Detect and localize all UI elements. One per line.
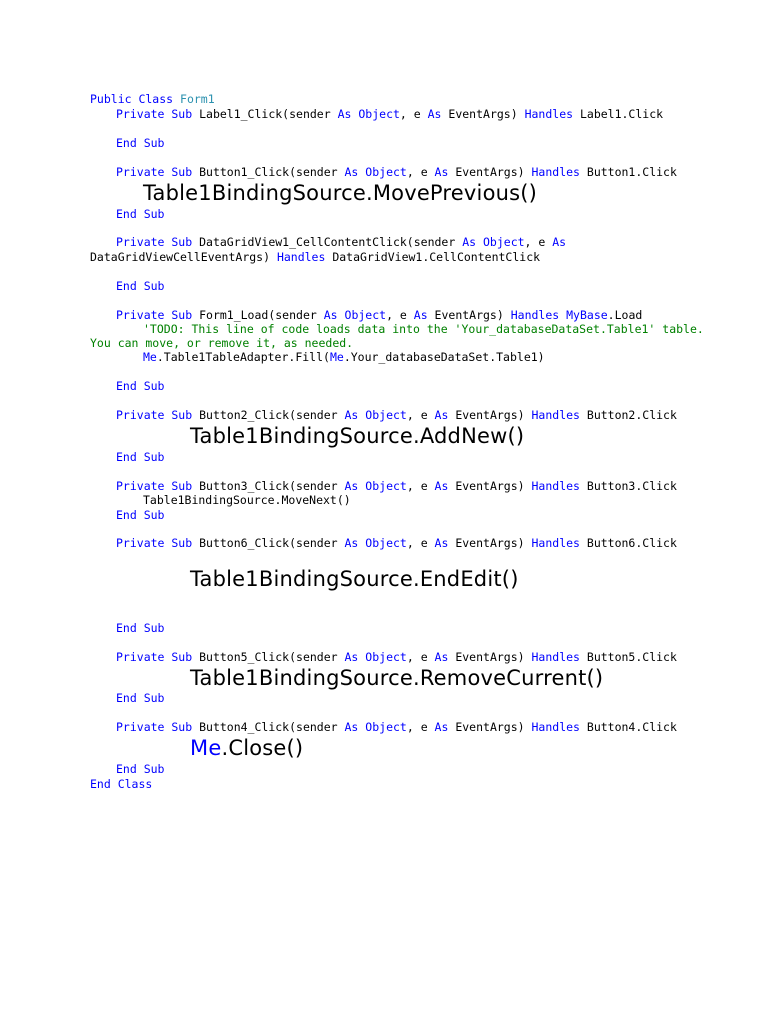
code-text: EventArgs) <box>448 536 532 550</box>
keyword: As <box>344 720 359 734</box>
end-sub: End Sub <box>116 379 165 393</box>
keyword: Handles <box>531 408 580 422</box>
code-text: Button5.Click <box>579 650 677 664</box>
end-sub: End Sub <box>116 762 165 776</box>
code-text: EventArgs) <box>448 650 532 664</box>
code-text: Button4.Click <box>579 720 677 734</box>
code-text: .Close() <box>221 736 304 760</box>
code-text: , e <box>386 308 414 322</box>
keyword: Object <box>358 107 400 121</box>
keyword: Object <box>365 408 407 422</box>
code-text: Button3.Click <box>579 479 677 493</box>
code-text: DataGridView1.CellContentClick <box>325 250 541 264</box>
code-text: DataGridViewCellEventArgs) <box>90 250 277 264</box>
sub-signature: Form1_Load(sender <box>199 308 324 322</box>
code-text: , e <box>406 479 435 493</box>
keyword: Private Sub <box>116 235 200 249</box>
keyword: Object <box>483 235 525 249</box>
keyword: As <box>434 165 449 179</box>
end-sub: End Sub <box>116 207 165 221</box>
code-text: .Your_databaseDataSet.Table1) <box>343 350 545 364</box>
comment-line-1: 'TODO: This line of code loads data into the 'Your_databaseDataSet.Table1' table. <box>143 322 704 336</box>
keyword: As <box>323 308 338 322</box>
keyword: As <box>462 235 477 249</box>
end-sub: End Sub <box>116 621 165 635</box>
code-text: EventArgs) <box>448 720 532 734</box>
end-sub: End Sub <box>116 691 165 705</box>
code-text: , e <box>399 107 428 121</box>
end-sub: End Sub <box>116 508 165 522</box>
sub-signature-wrap <box>90 250 540 264</box>
code-text: , e <box>406 408 435 422</box>
statement-fill <box>143 350 545 364</box>
keyword: As <box>344 408 359 422</box>
statement-move-previous: Table1BindingSource.MovePrevious() <box>143 181 538 205</box>
code-text: , e <box>406 720 435 734</box>
end-class: End Class <box>90 777 153 791</box>
code-text: Button6.Click <box>579 536 677 550</box>
keyword: Private Sub <box>116 650 200 664</box>
code-text: .Load <box>607 308 643 322</box>
statement-me-close <box>190 735 303 761</box>
code-text: EventArgs) <box>448 408 532 422</box>
sub-signature: Label1_Click(sender <box>199 107 338 121</box>
keyword: Me <box>329 350 344 364</box>
code-text: EventArgs) <box>441 107 525 121</box>
keyword: Handles <box>531 479 580 493</box>
keyword: Private Sub <box>116 165 200 179</box>
keyword: Handles <box>531 165 580 179</box>
keyword: As <box>344 536 359 550</box>
code-text: EventArgs) <box>448 479 532 493</box>
code-text: Label1.Click <box>573 107 664 121</box>
sub-signature: Button4_Click(sender <box>199 720 345 734</box>
keyword: Private Sub <box>116 479 200 493</box>
keyword: Object <box>365 720 407 734</box>
end-sub: End Sub <box>116 136 165 150</box>
statement-remove-current: Table1BindingSource.RemoveCurrent() <box>190 666 604 690</box>
code-text: , e <box>524 235 553 249</box>
keyword: As <box>434 408 449 422</box>
keyword: As <box>427 107 442 121</box>
code-text: Button2.Click <box>579 408 677 422</box>
code-text: Button1.Click <box>579 165 677 179</box>
keyword: Handles <box>531 536 580 550</box>
sub-button4-click <box>116 720 677 734</box>
keyword: As <box>552 235 567 249</box>
code-text: EventArgs) <box>427 308 511 322</box>
keyword: Private Sub <box>116 408 200 422</box>
keyword: MyBase <box>566 308 608 322</box>
sub-button3-click <box>116 479 677 493</box>
sub-signature: DataGridView1_CellContentClick(sender <box>199 235 463 249</box>
sub-button5-click <box>116 650 677 664</box>
sub-datagridview-click <box>116 235 566 249</box>
keyword: Object <box>365 650 407 664</box>
keyword: As <box>344 479 359 493</box>
keyword: As <box>413 308 428 322</box>
sub-form1-load <box>116 308 642 322</box>
keyword: As <box>344 165 359 179</box>
sub-button6-click <box>116 536 677 550</box>
sub-button1-click <box>116 165 677 179</box>
keyword: Private Sub <box>116 536 200 550</box>
sub-signature: Button3_Click(sender <box>199 479 345 493</box>
keyword: Me <box>190 736 222 760</box>
end-sub: End Sub <box>116 450 165 464</box>
sub-signature: Button6_Click(sender <box>199 536 345 550</box>
keyword: Handles <box>531 650 580 664</box>
sub-signature: Button1_Click(sender <box>199 165 345 179</box>
code-text: EventArgs) <box>448 165 532 179</box>
sub-signature: Button5_Click(sender <box>199 650 345 664</box>
end-sub: End Sub <box>116 279 165 293</box>
sub-button2-click <box>116 408 677 422</box>
keyword: Handles <box>524 107 574 121</box>
keyword: As <box>344 650 359 664</box>
keyword: As <box>434 479 449 493</box>
code-text: , e <box>406 536 435 550</box>
keyword: As <box>434 536 449 550</box>
keyword: Object <box>344 308 387 322</box>
keyword: Handles <box>276 250 326 264</box>
code-text: , e <box>406 165 435 179</box>
sub-signature: Button2_Click(sender <box>199 408 345 422</box>
statement-end-edit: Table1BindingSource.EndEdit() <box>190 567 519 591</box>
keyword: Me <box>143 350 157 364</box>
keyword: Object <box>365 536 407 550</box>
keyword: Handles <box>510 308 560 322</box>
keyword: Handles <box>531 720 580 734</box>
keyword: As <box>337 107 352 121</box>
code-text: .Table1TableAdapter.Fill( <box>156 350 330 364</box>
keyword: As <box>434 650 449 664</box>
keyword: Private Sub <box>116 308 200 322</box>
keyword: Public Class <box>90 92 181 106</box>
code-text: , e <box>406 650 435 664</box>
sub-label1-click <box>116 107 663 121</box>
keyword: Private Sub <box>116 107 200 121</box>
class-declaration <box>90 92 215 106</box>
keyword: Private Sub <box>116 720 200 734</box>
statement-move-next: Table1BindingSource.MoveNext() <box>143 493 351 507</box>
keyword: Object <box>365 479 407 493</box>
keyword: Object <box>365 165 407 179</box>
type-name: Form1 <box>180 92 215 106</box>
comment-line-2: You can move, or remove it, as needed. <box>90 336 354 350</box>
statement-add-new: Table1BindingSource.AddNew() <box>190 424 525 448</box>
keyword: As <box>434 720 449 734</box>
